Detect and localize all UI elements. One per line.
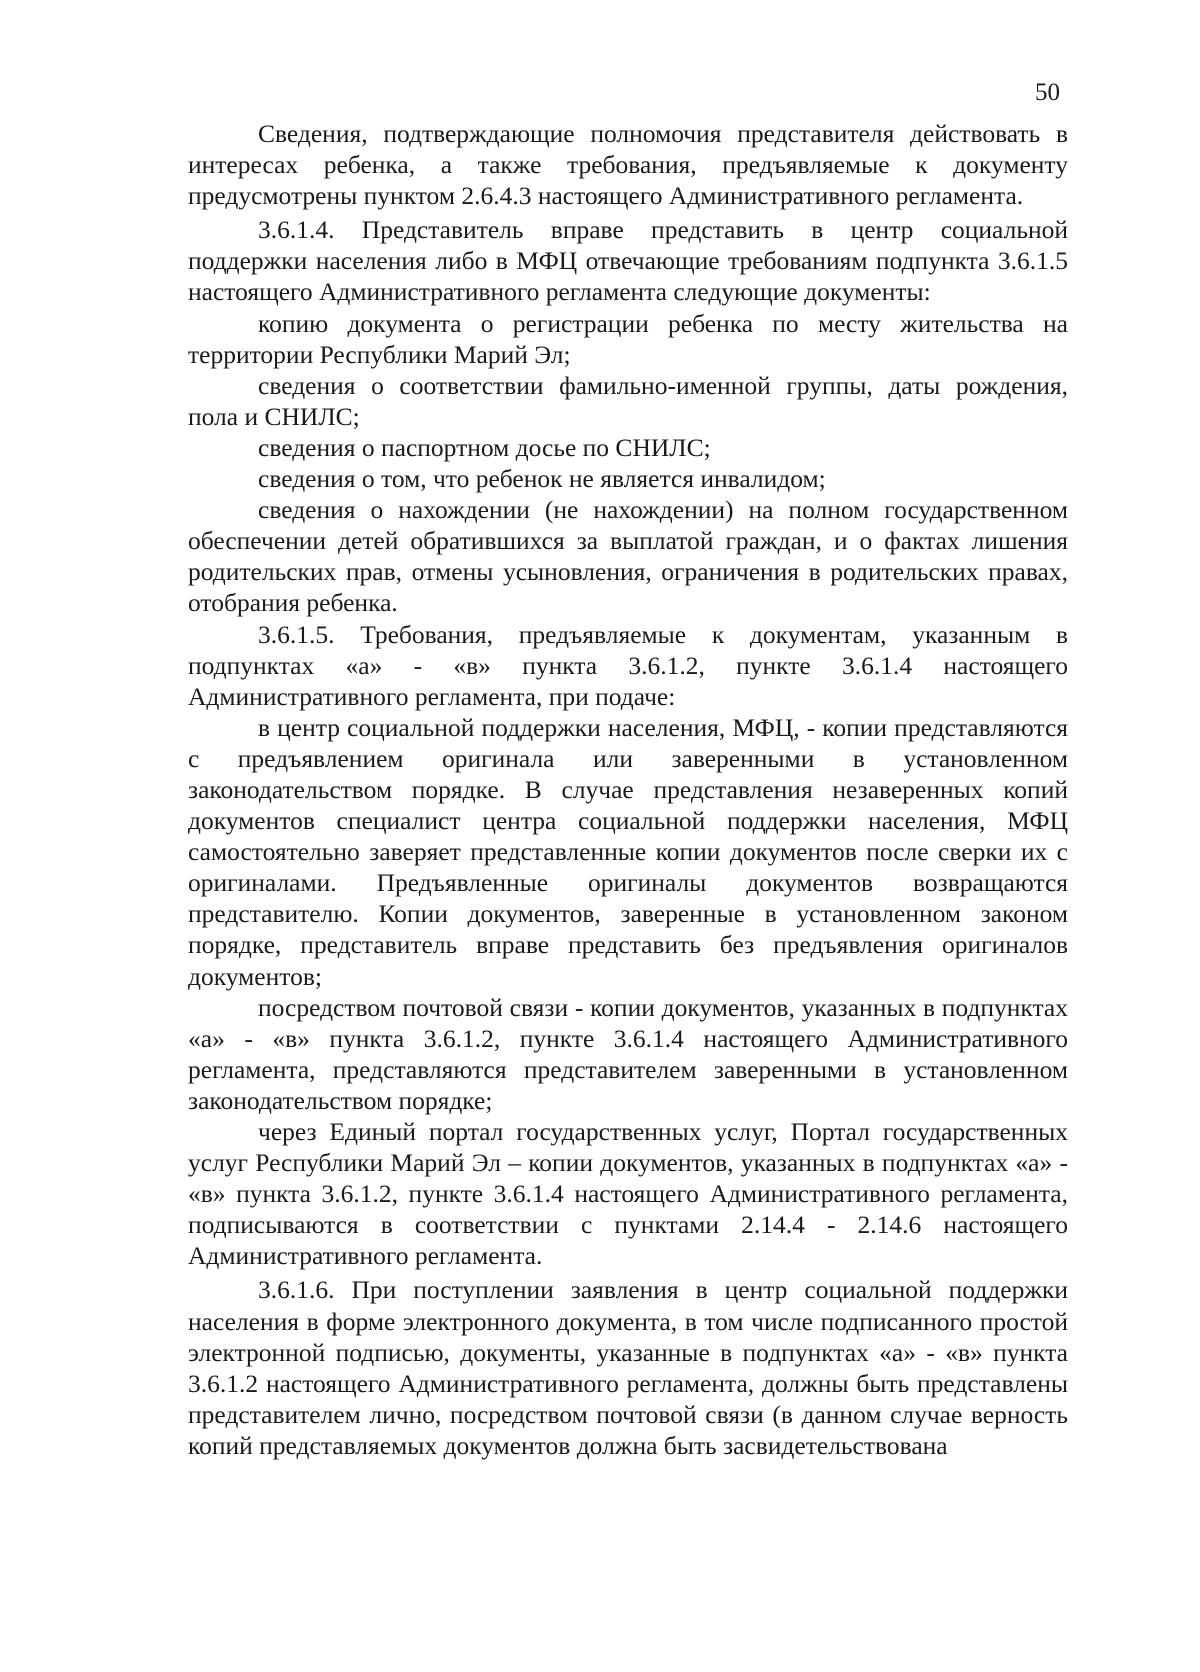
- paragraph-3-6-1-6: 3.6.1.6. При поступлении заявления в центр социальной поддержки населения в форме электронного документа, в том числе подписанного простой электронной подписью, документы, указанные в подпунктах «а» - «в» пункта 3.6.1.2 настоящего Административного регламента, должны быть представлены представителем лично, посредством почтовой связи (в данном случае верность копий представляемых документов должна быть засвидетельствована: [188, 1275, 1068, 1460]
- list-item-name-birth-snils: сведения о соответствии фамильно-именной группы, даты рождения, пола и СНИЛС;: [188, 370, 1068, 431]
- list-item-not-disabled: сведения о том, что ребенок не является инвалидом;: [258, 464, 826, 494]
- paragraph-3-6-1-5: 3.6.1.5. Требования, предъявляемые к документам, указанным в подпунктах «а» - «в» пункта 3.6.1.2, пункте 3.6.1.4 настоящего Административного регламента, при подаче:: [188, 619, 1068, 711]
- paragraph-submission-in-person: в центр социальной поддержки населения, МФЦ, - копии представляются с предъявлением оригинала или заверенными в установленном законодательством порядке. В случае представления незаверенных копий документов специалист центра социальной поддержки населения, МФЦ самостоятельно заверяет представленные копии документов после сверки их с оригиналами. Предъявленные оригиналы документов возвращаются представителю. Копии документов, заверенные в установленном законом порядке, представитель вправе представить без предъявления оригиналов документов;: [188, 712, 1068, 991]
- paragraph-3-6-1-4: 3.6.1.4. Представитель вправе представить в центр социальной поддержки населения либо в МФЦ отвечающие требованиям подпункта 3.6.1.5 настоящего Административного регламента следующие документы:: [188, 215, 1068, 307]
- paragraph-submission-via-portal: через Единый портал государственных услуг, Портал государственных услуг Республики Марий Эл – копии документов, указанных в подпунктах «а» - «в» пункта 3.6.1.2, пункте 3.6.1.4 настоящего Административного регламента, подписываются в соответствии с пунктами 2.14.4 - 2.14.6 настоящего Административного регламента.: [188, 1117, 1068, 1271]
- list-item-state-support: сведения о нахождении (не нахождении) на полном государственном обеспечении детей обратившихся за выплатой граждан, и о фактах лишения родительских прав, отмены усыновления, ограничения в родительских правах, отобрания ребенка.: [188, 495, 1068, 618]
- list-item-registration-copy: копию документа о регистрации ребенка по месту жительства на территории Республики Марий Эл;: [188, 308, 1068, 369]
- paragraph-submission-by-post: посредством почтовой связи - копии документов, указанных в подпунктах «а» - «в» пункта 3.6.1.2, пункте 3.6.1.4 настоящего Административного регламента, представляются представителем заверенными в установленном законодательством порядке;: [188, 992, 1068, 1115]
- page-number: 50: [1035, 79, 1060, 106]
- document-body: [188, 118, 1068, 1461]
- paragraph-representative-authority: Сведения, подтверждающие полномочия представителя действовать в интересах ребенка, а также требования, предъявляемые к документу предусмотрены пунктом 2.6.4.3 настоящего Административного регламента.: [188, 119, 1068, 211]
- list-item-passport-dossier: сведения о паспортном досье по СНИЛС;: [258, 432, 711, 462]
